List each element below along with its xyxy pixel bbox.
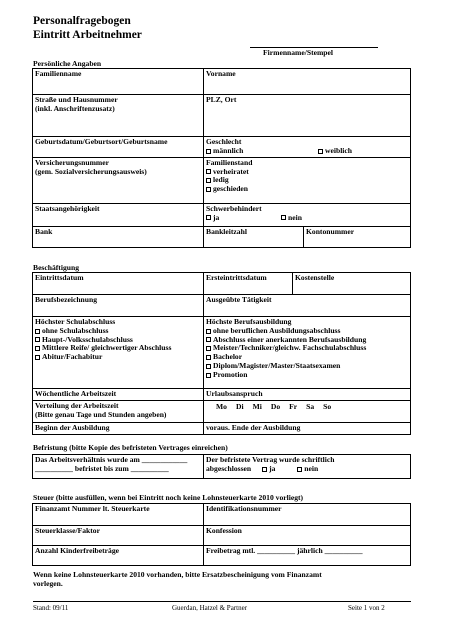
checkbox-icon[interactable]	[206, 364, 211, 369]
distribution-note: (Bitte genau Tage und Stunden angeben)	[35, 409, 167, 419]
footer-rule	[33, 601, 411, 602]
disabled-cell	[204, 203, 411, 226]
form-title: Personalfragebogen	[33, 15, 131, 27]
checkbox-icon[interactable]	[35, 337, 40, 342]
zip-city-field[interactable]	[204, 95, 411, 137]
tax-class-field[interactable]	[33, 526, 204, 546]
footer-page: Seite 1 von 2	[348, 604, 385, 612]
activity-label: Ausgeübte Tätigkeit	[206, 295, 272, 304]
vacation-label: Urlaubsanspruch	[206, 389, 263, 398]
account-label: Kontonummer	[306, 226, 355, 236]
religion-field[interactable]	[204, 526, 411, 546]
cost-center-label: Kostenstelle	[295, 273, 335, 282]
school-option[interactable]: Haupt-/Volksschulabschluss	[35, 336, 201, 345]
disabled-no-option[interactable]: nein	[281, 214, 302, 223]
checkbox-icon[interactable]	[206, 346, 211, 351]
vocational-option[interactable]: Promotion	[206, 371, 408, 380]
street-note: (inkl. Anschriftenzusatz)	[35, 103, 115, 113]
section-tax-title: Steuer (bitte ausfüllen, wenn bei Eintritt noch keine Lohnsteuerkarte 2010 vorliegt)	[33, 493, 304, 502]
form-subtitle: Eintritt Arbeitnehmer	[33, 29, 142, 41]
checkbox-icon[interactable]	[206, 337, 211, 342]
zip-city-label: PLZ, Ort	[206, 95, 237, 104]
gender-female-option[interactable]: weiblich	[318, 147, 352, 156]
weekday-label: Di	[235, 401, 244, 411]
allowance-label: Freibetrag mtl. __________ jährlich __________	[206, 546, 363, 555]
weekday-row	[206, 402, 408, 412]
checkbox-icon[interactable]	[206, 169, 211, 174]
tax-table	[32, 503, 411, 566]
weekly-hours-label: Wöchentliche Arbeitszeit	[35, 389, 117, 398]
family-name-field[interactable]	[33, 69, 204, 95]
tax-note-line1: Wenn keine Lohnsteuerkarte 2010 vorhanden, bitte Ersatzbescheinigung vom Finanzamt	[33, 570, 322, 579]
nationality-label: Staatsangehörigkeit	[35, 203, 100, 213]
first-name-field[interactable]	[204, 69, 411, 95]
first-entry-date-field[interactable]	[204, 273, 293, 295]
street-label: Straße und Hausnummer	[35, 95, 118, 104]
allowance-field[interactable]	[204, 546, 411, 566]
checkbox-icon[interactable]	[262, 467, 267, 472]
vocational-label: Höchste Berufsausbildung	[206, 317, 292, 326]
vocational-option[interactable]: Bachelor	[206, 353, 408, 362]
activity-field[interactable]	[204, 295, 411, 317]
company-stamp-label: Firmenname/Stempel	[263, 48, 334, 57]
id-number-label: Identifikationsnummer	[206, 504, 282, 513]
tax-office-field[interactable]	[33, 504, 204, 526]
marital-cell	[204, 157, 411, 203]
bank-code-field[interactable]	[204, 226, 304, 247]
school-cell	[33, 317, 204, 389]
weekday-label: Mi	[252, 401, 262, 411]
training-start-label: Beginn der Ausbildung	[35, 422, 110, 432]
written-contract-cell	[204, 455, 411, 479]
footer-version: Stand: 09/11	[33, 604, 69, 612]
employment-table	[32, 272, 411, 435]
school-label: Höchster Schulabschluss	[35, 317, 116, 326]
limitation-start-text: Das Arbeitsverhältnis wurde am ____________	[35, 455, 188, 464]
school-option[interactable]: Abitur/Fachabitur	[35, 353, 201, 362]
checkbox-icon[interactable]	[206, 215, 211, 220]
checkbox-icon[interactable]	[35, 355, 40, 360]
disabled-yes-option[interactable]: ja	[206, 214, 219, 223]
checkbox-icon[interactable]	[206, 329, 211, 334]
vacation-field[interactable]	[204, 389, 411, 401]
checkbox-icon[interactable]	[281, 215, 286, 220]
vocational-option[interactable]: Abschluss einer anerkannten Berufsausbildung	[206, 336, 408, 345]
street-field[interactable]	[33, 95, 204, 137]
gender-male-option[interactable]: männlich	[206, 147, 243, 156]
job-title-label: Berufsbezeichnung	[35, 295, 98, 304]
limitation-dates-field[interactable]	[33, 455, 204, 479]
marital-label: Familienstand	[206, 157, 253, 167]
child-allowance-label: Anzahl Kinderfreibeträge	[35, 546, 120, 555]
vocational-option[interactable]: ohne beruflichen Ausbildungsabschluss	[206, 327, 408, 336]
training-start-field[interactable]	[33, 422, 204, 434]
checkbox-icon[interactable]	[206, 373, 211, 378]
weekday-label: Sa	[306, 401, 315, 411]
divorced-option[interactable]: geschieden	[206, 185, 408, 194]
school-option[interactable]: ohne Schulabschluss	[35, 327, 201, 336]
limitation-table	[32, 454, 411, 479]
vocational-option[interactable]: Diplom/Magister/Master/Staatsexamen	[206, 362, 408, 371]
nationality-field[interactable]	[33, 203, 204, 226]
birth-label: Geburtsdatum/Geburtsort/Geburtsname	[35, 137, 168, 146]
job-title-field[interactable]	[33, 295, 204, 317]
written-yes-option[interactable]: ja	[262, 464, 275, 473]
weekday-label: So	[323, 401, 332, 411]
gender-label: Geschlecht	[206, 137, 242, 146]
cost-center-field[interactable]	[293, 273, 411, 295]
vocational-option[interactable]: Meister/Techniker/gleichw. Fachschulabschluss	[206, 344, 408, 353]
checkbox-icon[interactable]	[297, 467, 302, 472]
tax-office-label: Finanzamt Nummer lt. Steuerkarte	[35, 504, 150, 513]
tax-class-label: Steuerklasse/Faktor	[35, 526, 100, 535]
checkbox-icon[interactable]	[318, 149, 323, 154]
first-name-label: Vorname	[206, 69, 236, 78]
vocational-cell	[204, 317, 411, 389]
insurance-note: (gem. Sozialversicherungsausweis)	[35, 166, 147, 176]
weekday-label: Do	[270, 401, 281, 411]
tax-note-line2: vorlegen.	[33, 579, 63, 588]
insurance-field[interactable]	[33, 157, 204, 203]
id-number-field[interactable]	[204, 504, 411, 526]
family-name-label: Familienname	[35, 69, 82, 78]
checkbox-icon[interactable]	[35, 346, 40, 351]
limitation-end-text: __________ befristet bis zum __________	[35, 463, 169, 473]
weekdays-cell[interactable]	[204, 400, 411, 422]
distribution-cell	[33, 400, 204, 422]
bank-field[interactable]	[33, 226, 204, 247]
school-option[interactable]: Mittlere Reife/ gleichwertiger Abschluss	[35, 344, 201, 353]
personal-table	[32, 68, 411, 248]
checkbox-icon[interactable]	[35, 329, 40, 334]
section-limitation-title: Befristung (bitte Kopie des befristeten Vertrages einreichen)	[33, 443, 228, 452]
weekly-hours-field[interactable]	[33, 389, 204, 401]
single-option[interactable]: ledig	[206, 176, 408, 185]
checkbox-icon[interactable]	[206, 355, 211, 360]
insurance-label: Versicherungsnummer	[35, 157, 109, 167]
written-contract-label: Der befristete Vertrag wurde schriftlich	[206, 455, 335, 464]
disabled-label: Schwerbehindert	[206, 203, 262, 213]
section-employment-title: Beschäftigung	[33, 263, 79, 272]
checkbox-icon[interactable]	[206, 149, 211, 154]
checkbox-icon[interactable]	[206, 178, 211, 183]
checkbox-icon[interactable]	[206, 187, 211, 192]
training-end-label: voraus. Ende der Ausbildung	[206, 422, 301, 432]
footer-company: Guerdan, Hatzel & Partner	[172, 604, 248, 612]
section-personal-title: Persönliche Angaben	[33, 59, 102, 68]
birth-field[interactable]	[33, 137, 204, 158]
first-entry-date-label: Ersteintrittsdatum	[206, 273, 267, 282]
bank-code-label: Bankleitzahl	[206, 226, 247, 236]
weekday-label: Mo	[216, 401, 227, 411]
entry-date-field[interactable]	[33, 273, 204, 295]
training-end-field[interactable]	[204, 422, 411, 434]
written-no-option[interactable]: nein	[297, 464, 318, 473]
account-field[interactable]	[304, 226, 411, 247]
child-allowance-field[interactable]	[33, 546, 204, 566]
weekday-label: Fr	[289, 401, 298, 411]
bank-label: Bank	[35, 226, 53, 236]
distribution-label: Verteilung der Arbeitszeit	[35, 400, 119, 410]
written-contract-prefix: abgeschlossen	[206, 463, 252, 473]
religion-label: Konfession	[206, 526, 242, 535]
gender-cell	[204, 137, 411, 158]
entry-date-label: Eintrittsdatum	[35, 273, 84, 282]
married-option[interactable]: verheiratet	[206, 168, 408, 177]
